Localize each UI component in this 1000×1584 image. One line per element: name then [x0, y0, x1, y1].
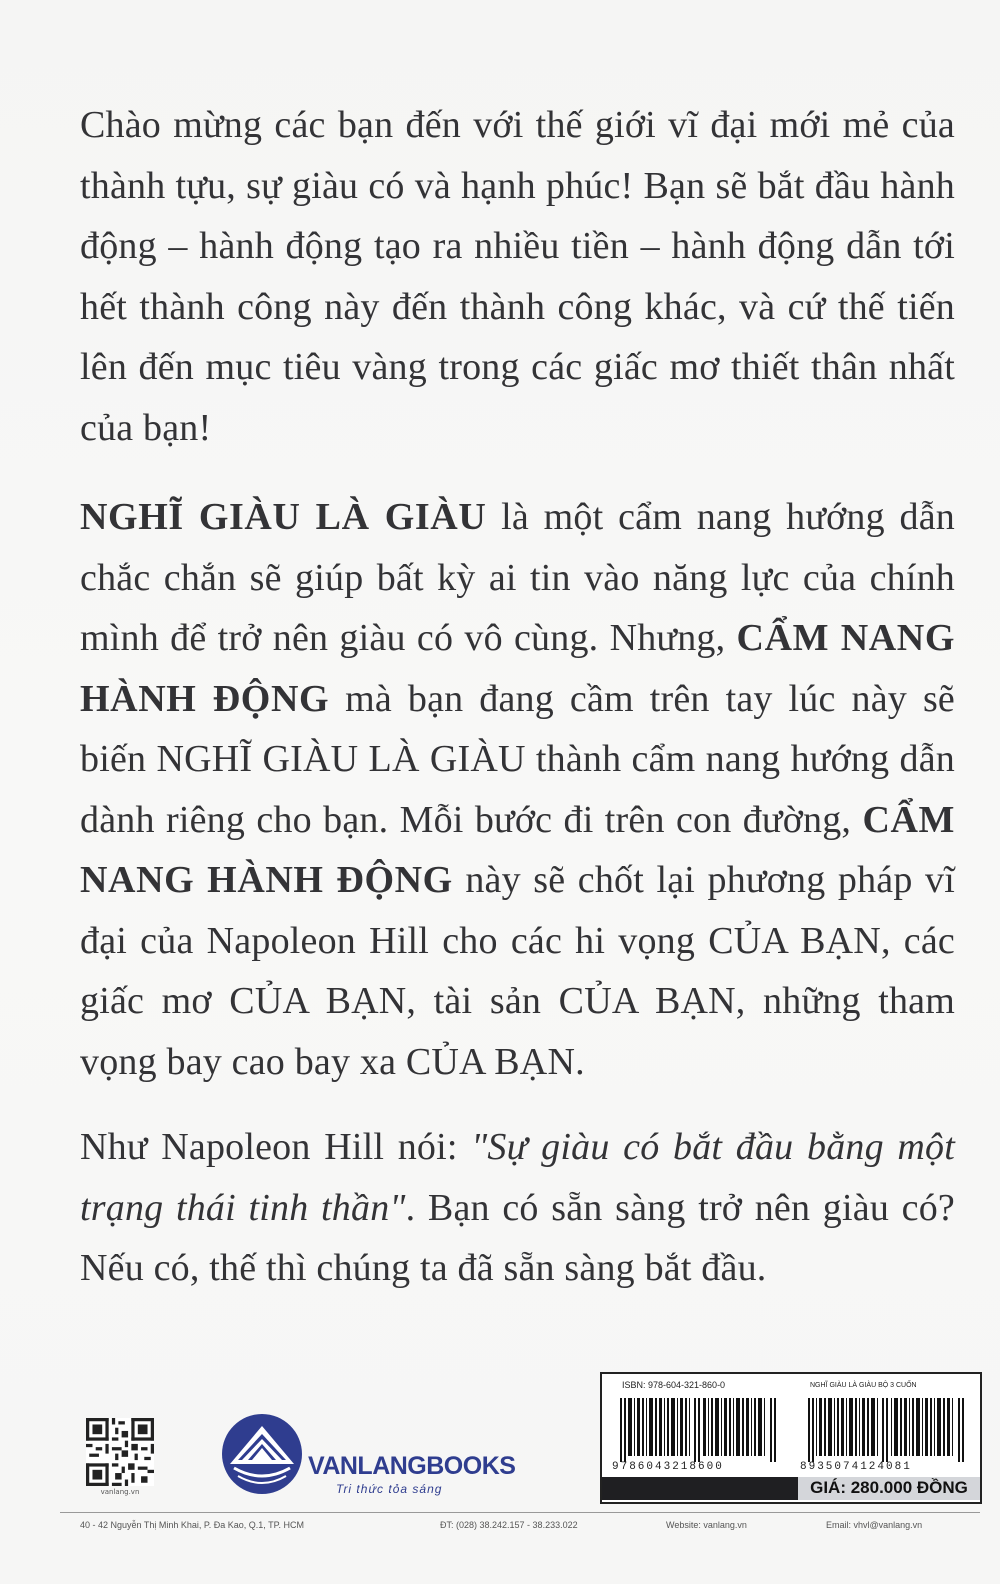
isbn-barcode: [618, 1398, 778, 1462]
book-title-bold: NGHĨ GIÀU LÀ GIÀU: [80, 496, 487, 538]
quote-italic: "Sự giàu có bắt đầu bằng một trạng thái tinh thần": [80, 1126, 956, 1229]
qr-caption: vanlang.vn: [100, 1488, 140, 1496]
publisher-tagline: Tri thức tỏa sáng: [336, 1482, 443, 1496]
footer-email: Email: vhvl@vanlang.vn: [826, 1520, 923, 1530]
workbook-title-bold: CẨM NANG HÀNH ĐỘNG: [80, 617, 956, 720]
footer-website: Website: vanlang.vn: [666, 1520, 747, 1530]
isbn-number: 9786043218600: [612, 1461, 724, 1473]
price-bar-dark: [602, 1477, 798, 1500]
paragraph-description-text: là một cẩm nang hướng dẫn chắc chắn sẽ giúp bất kỳ ai tin vào năng lực của chính mình để trở nên giàu có vô cùng. Nhưng,: [80, 496, 956, 659]
quote-lead: Như Napoleon Hill nói:: [80, 1126, 472, 1168]
paragraph-description-text: mà bạn đang cầm trên tay lúc này sẽ biến NGHĨ GIÀU LÀ GIÀU thành cẩm nang hướng dẫn dành riêng cho bạn. Mỗi bước đi trên con đường,: [80, 677, 955, 841]
paragraph-description-text: này sẽ chốt lại phương pháp vĩ đại của Napoleon Hill cho các hi vọng CỦA BẠN, các giấc mơ CỦA BẠN, tài sản CỦA BẠN, những tham vọng bay cao bay xa CỦA BẠN.: [80, 859, 955, 1083]
barcode-panel: [600, 1372, 982, 1504]
price-label: GIÁ: 280.000 ĐỒNG: [810, 1478, 968, 1497]
paragraph-quote: [80, 1117, 955, 1299]
footer-address: 40 - 42 Nguyễn Thị Minh Khai, P. Đa Kao, Q.1, TP. HCM: [80, 1520, 304, 1530]
paragraph-description: [80, 487, 955, 1092]
footer-divider: [60, 1512, 980, 1513]
paragraph-intro: Chào mừng các bạn đến với thế giới vĩ đại mới mẻ của thành tựu, sự giàu có và hạnh phúc! Bạn sẽ bắt đầu hành động – hành động tạo ra nhiều tiền – hành động dẫn tới hết thành công này đến thành công khác, và cứ thế tiến lên đến mục tiêu vàng trong các giấc mơ thiết thân nhất của bạn!: [80, 104, 955, 449]
quote-tail: . Bạn có sẵn sàng trở nên giàu có? Nếu có, thế thì chúng ta đã sẵn sàng bắt đầu.: [80, 1186, 955, 1289]
publisher-logo-icon: [220, 1412, 304, 1496]
barcode-title-label: NGHĨ GIÀU LÀ GIÀU BỘ 3 CUỐN: [810, 1382, 917, 1389]
ean-barcode: [806, 1398, 966, 1462]
ean-number: 8935074124081: [800, 1461, 912, 1473]
qr-code-icon: [86, 1418, 154, 1486]
isbn-label: ISBN: 978-604-321-860-0: [622, 1380, 726, 1390]
workbook-title-bold: CẨM NANG HÀNH ĐỘNG: [80, 798, 955, 901]
footer-phone: ĐT: (028) 38.242.157 - 38.233.022: [440, 1520, 578, 1530]
publisher-name: VANLANGBOOKS: [308, 1452, 516, 1480]
